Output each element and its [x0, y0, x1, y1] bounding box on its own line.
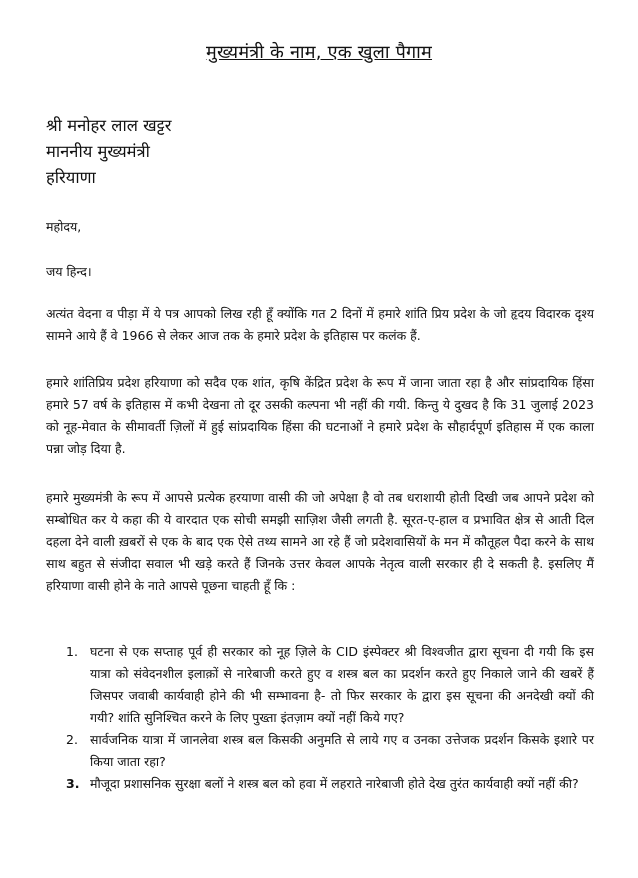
salutation: महोदय,: [46, 219, 82, 234]
paragraph-1: अत्यंत वेदना व पीड़ा में ये पत्र आपको लिख रही हूँ क्योंकि गत 2 दिनों में हमारे शांति प्रिय प्रदेश के जो हृदय विदारक दृश्य सामने आये हैं वे 1966 से लेकर आज तक के हमारे प्रदेश के इतिहास पर कलंक हैं.: [46, 306, 594, 343]
question-item-1: [46, 641, 594, 729]
question-item-2: [46, 729, 594, 773]
question-text: घटना से एक सप्ताह पूर्व ही सरकार को नूह ज़िले के CID इंस्पेक्टर श्री विश्वजीत द्वारा सूचना दी गयी कि इस यात्रा को संवेदनशील इलाक़ों से नारेबाजी करते हुए व शस्त्र बल का प्रदर्शन करते हुए निकाले जाने की खबरें हैं जिसपर जवाबी कार्यवाही होने की भी सम्भावना है- तो फिर सरकार के द्वारा इस सूचना की अनदेखी क्यों की गयी? शांति सुनिश्चित करने के लिए पुख्ता इंतज़ाम क्यों नहीं किये गए?: [90, 644, 594, 725]
question-number: 3.: [66, 776, 80, 791]
addressee-name: श्री मनोहर लाल खट्टर: [46, 116, 172, 135]
question-list: [46, 641, 594, 795]
greeting: जय हिन्द।: [46, 264, 92, 279]
addressee-state: हरियाणा: [46, 168, 96, 187]
question-text: सार्वजनिक यात्रा में जानलेवा शस्त्र बल किसकी अनुमति से लाये गए व उनका उत्तेजक प्रदर्शन किसके इशारे पर किया जाता रहा?: [90, 732, 594, 769]
question-number: 1.: [66, 644, 78, 659]
question-item-3: [46, 773, 594, 795]
question-text: मौजूदा प्रशासनिक सुरक्षा बलों ने शस्त्र बल को हवा में लहराते नारेबाजी होते देख तुरंत कार्यवाही क्यों नहीं की?: [90, 776, 579, 791]
question-number: 2.: [66, 732, 78, 747]
paragraph-2: हमारे शांतिप्रिय प्रदेश हरियाणा को सदैव एक शांत, कृषि केंद्रित प्रदेश के रूप में जाना जाता रहा है और सांप्रदायिक हिंसा हमारे 57 वर्ष के इतिहास में कभी देखना तो दूर उसकी कल्पना भी नहीं की गयी. किन्तु ये दुखद है कि 31 जुलाई 2023 को नूह-मेवात के सीमावर्ती ज़िलों में हुई सांप्रदायिक हिंसा की घटनाओं ने हमारे प्रदेश के सौहार्दपूर्ण इतिहास में एक काला पन्ना जोड़ दिया है.: [46, 375, 594, 456]
paragraph-3: हमारे मुख्यमंत्री के रूप में आपसे प्रत्येक हरयाणा वासी की जो अपेक्षा है वो तब धराशायी होती दिखी जब आपने प्रदेश को सम्बोधित कर ये कहा की ये वारदात एक सोची समझी साज़िश जैसी लगती है. सूरत-ए-हाल व प्रभावित क्षेत्र से आती दिल दहला देने वाली ख़बरों से एक के बाद एक ऐसे तथ्य सामने आ रहे हैं जो प्रदेशवासियों के मन में कौतूहल पैदा करने के साथ साथ बहुत से संजीदा सवाल भी खड़े करते हैं जिनके उत्तर केवल आपके नेतृत्व वाली सरकार ही दे सकती है. इसलिए मैं हरियाणा वासी होने के नाते आपसे पूछना चाहती हूँ कि :: [46, 490, 594, 593]
addressee-designation: माननीय मुख्यमंत्री: [46, 142, 150, 161]
letter-title: मुख्यमंत्री के नाम, एक खुला पैगाम: [205, 42, 433, 63]
